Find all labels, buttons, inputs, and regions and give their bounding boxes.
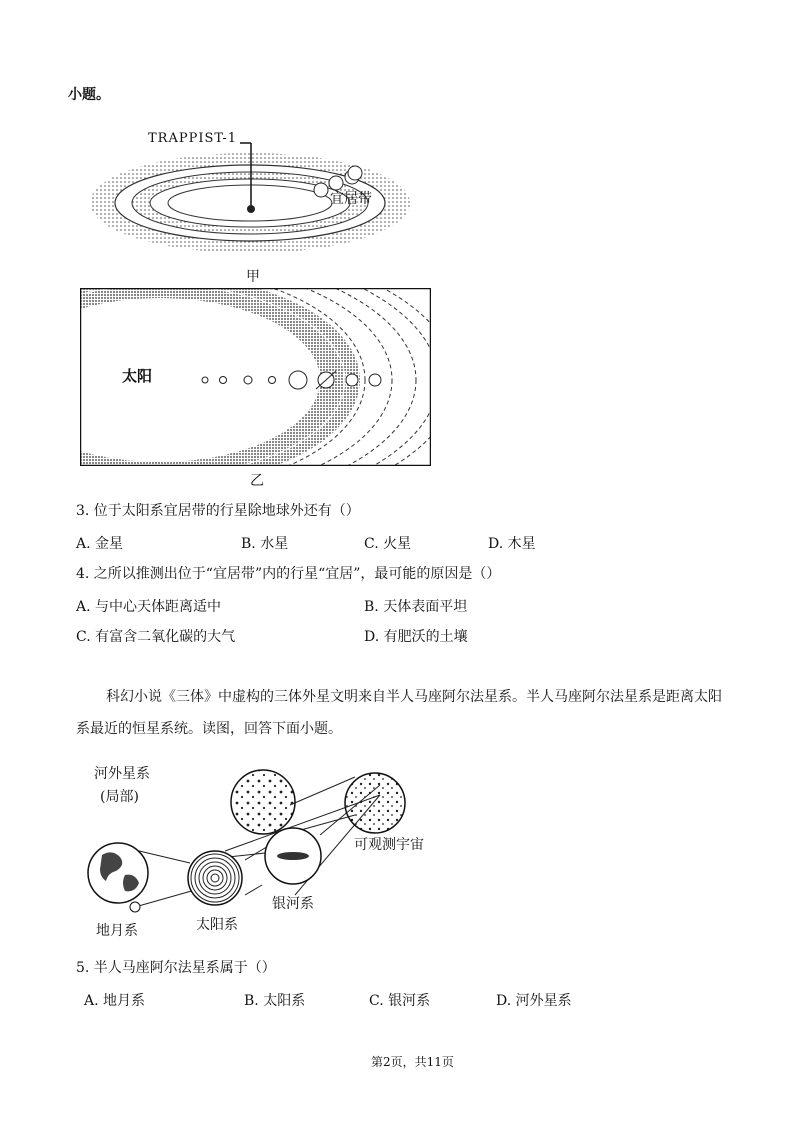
q5-stem: 5. 半人马座阿尔法星系属于（） bbox=[76, 960, 276, 976]
figure-jia-caption: 甲 bbox=[246, 269, 260, 285]
passage-line-1: 科幻小说《三体》中虚构的三体外星文明来自半人马座阿尔法星系。半人马座阿尔法星系是距离太阳 bbox=[106, 689, 722, 705]
q5-option-b[interactable]: B. 太阳系 bbox=[244, 993, 306, 1009]
earth-circle bbox=[88, 843, 148, 903]
solar-system-label: 太阳系 bbox=[196, 917, 238, 933]
q3-option-a[interactable]: A. 金星 bbox=[76, 536, 124, 552]
q4-option-a[interactable]: A. 与中心天体距离适中 bbox=[76, 599, 222, 615]
planet bbox=[289, 371, 307, 389]
planet bbox=[329, 176, 343, 190]
q3-option-b[interactable]: B. 水星 bbox=[241, 536, 289, 552]
passage-line-2: 系最近的恒星系统。读图，回答下面小题。 bbox=[76, 721, 342, 737]
q5-option-c[interactable]: C. 银河系 bbox=[369, 993, 431, 1009]
observable-universe-label: 可观测宇宙 bbox=[354, 837, 424, 853]
milky-way-disk bbox=[277, 852, 309, 860]
sun-label: 太阳 bbox=[122, 367, 153, 385]
q5-option-d[interactable]: D. 河外星系 bbox=[496, 993, 572, 1009]
extragalactic-sub-label: (局部) bbox=[100, 789, 139, 805]
q5-option-a[interactable]: A. 地月系 bbox=[84, 993, 146, 1009]
q3-option-d[interactable]: D. 木星 bbox=[488, 536, 536, 552]
planet bbox=[348, 166, 362, 180]
trappist-label: TRAPPIST-1 bbox=[148, 131, 238, 146]
moon-circle bbox=[130, 902, 140, 912]
q4-option-b[interactable]: B. 天体表面平坦 bbox=[364, 599, 468, 615]
q4-option-c[interactable]: C. 有富含二氧化碳的大气 bbox=[76, 629, 236, 645]
planet-earth bbox=[244, 376, 252, 384]
yi-zone-label: 宜居带 bbox=[257, 330, 271, 410]
planet bbox=[220, 377, 227, 384]
extragalactic-label: 河外星系 bbox=[94, 766, 150, 782]
earth-moon-label: 地月系 bbox=[96, 923, 138, 939]
solar-system-circle bbox=[188, 851, 242, 905]
trappist-star bbox=[247, 205, 255, 213]
q3-stem: 3. 位于太阳系宜居带的行星除地球外还有（） bbox=[76, 503, 360, 519]
page-footer: 第2页，共11页 bbox=[371, 1055, 454, 1069]
orbit-ring bbox=[168, 185, 332, 221]
connector-line bbox=[228, 853, 265, 857]
intro-tail: 小题。 bbox=[68, 87, 110, 103]
planet bbox=[369, 374, 381, 386]
figure-yi-caption: 乙 bbox=[250, 473, 264, 489]
planet bbox=[314, 183, 328, 197]
q4-stem: 4. 之所以推测出位于“宜居带”内的行星“宜居”，最可能的原因是（） bbox=[76, 566, 501, 582]
q4-option-d[interactable]: D. 有肥沃的土壤 bbox=[364, 629, 468, 645]
q3-option-c[interactable]: C. 火星 bbox=[364, 536, 412, 552]
milky-way-label: 银河系 bbox=[272, 896, 314, 912]
connector-line bbox=[135, 890, 195, 907]
planet bbox=[346, 374, 358, 386]
extragalactic-circle bbox=[231, 770, 295, 834]
connector-line bbox=[245, 885, 262, 895]
planet bbox=[202, 377, 208, 383]
observable-universe-circle bbox=[345, 773, 405, 833]
jia-zone-label: 宜居带 bbox=[330, 191, 372, 207]
